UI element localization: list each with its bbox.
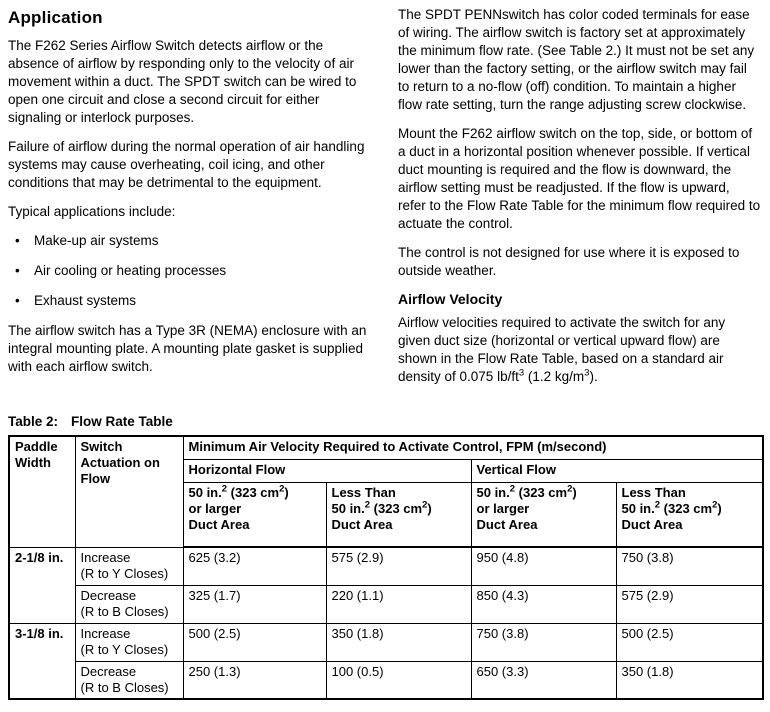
velocity-cell: 625 (3.2) (183, 547, 326, 585)
velocity-cell: 575 (2.9) (616, 585, 763, 623)
two-column-text (8, 6, 762, 397)
list-item-label: Make-up air systems (34, 233, 159, 248)
paddle-width-cell: 3-1/8 in. (9, 623, 75, 699)
table-caption (8, 414, 762, 429)
table-caption-label: Table 2: (8, 414, 59, 429)
header-vertical-flow: Vertical Flow (471, 459, 763, 482)
header-switch-actuation: Switch Actuation on Flow (75, 436, 183, 547)
paragraph-text: ). (589, 369, 598, 384)
paragraph-pennswitch: The SPDT PENNswitch has color coded terminals for ease of wiring. The airflow switch is factory set at approximately the minimum flow rate. (See Table 2.) It must not be set any lower than the factory setting, or the airflow switch may fail to return to a no-flow (off) condition. To maintain a higher flow rate setting, turn the range adjusting screw clockwise. (398, 7, 755, 112)
actuation-cell: Increase (R to Y Closes) (75, 623, 183, 661)
left-column (8, 6, 371, 397)
superscript: 2 (364, 499, 371, 511)
bullet-icon: • (15, 263, 20, 278)
paragraph-text: Airflow velocities required to activate the switch for any given duct size (horizontal or vertical upward flow) are shown in the Flow Rate Table, based on a standard air density of 0.075 lb/ft (398, 315, 726, 384)
header-minimum-air-velocity: Minimum Air Velocity Required to Activate Control, FPM (m/second) (183, 436, 763, 459)
section-heading-application: Application (8, 8, 103, 27)
superscript: 2 (712, 499, 718, 511)
table-row (9, 585, 763, 623)
velocity-cell: 350 (1.8) (326, 623, 471, 661)
velocity-cell: 650 (3.3) (471, 661, 616, 699)
list-item (8, 292, 371, 310)
section-heading-airflow-velocity: Airflow Velocity (398, 291, 503, 307)
paragraph-failure: Failure of airflow during the normal operation of air handling systems may cause overheating, coil icing, and other conditions that may be detrimental to the equipment. (8, 139, 365, 190)
table-header-row (9, 436, 763, 459)
table-caption-title: Flow Rate Table (71, 414, 173, 429)
velocity-cell: 950 (4.8) (471, 547, 616, 585)
superscript: 2 (279, 483, 285, 495)
bullet-icon: • (15, 233, 20, 248)
header-duct-area-large: 50 in.$^2$ (323 $cm^2$) or larger Duct Area (183, 482, 326, 547)
paragraph-text: (1.2 kg/m (524, 369, 585, 384)
header-duct-area-large: 50 in.$^2$ (323 $cm^2$) or larger Duct Area (471, 482, 616, 547)
velocity-cell: 750 (3.8) (471, 623, 616, 661)
list-item (8, 262, 371, 280)
actuation-cell: Decrease (R to B Closes) (75, 661, 183, 699)
velocity-cell: 250 (1.3) (183, 661, 326, 699)
superscript: 2 (509, 483, 516, 495)
velocity-cell: 575 (2.9) (326, 547, 471, 585)
list-item (8, 232, 371, 250)
table-row (9, 547, 763, 585)
header-horizontal-flow: Horizontal Flow (183, 459, 471, 482)
paddle-width-cell: 2-1/8 in. (9, 547, 75, 623)
superscript: 3 (518, 367, 525, 379)
paragraph-airflow-velocity (398, 314, 761, 386)
actuation-cell: Decrease (R to B Closes) (75, 585, 183, 623)
superscript: 2 (654, 499, 661, 511)
velocity-cell: 350 (1.8) (616, 661, 763, 699)
list-item-label: Air cooling or heating processes (34, 263, 227, 278)
paragraph-weather: The control is not designed for use where it is exposed to outside weather. (398, 245, 740, 278)
velocity-cell: 325 (1.7) (183, 585, 326, 623)
velocity-cell: 850 (4.3) (471, 585, 616, 623)
superscript: 3 (584, 367, 590, 379)
superscript: 2 (567, 483, 573, 495)
velocity-cell: 500 (2.5) (183, 623, 326, 661)
paragraph-overview: The F262 Series Airflow Switch detects airflow or the absence of airflow by responding only to the velocity of air movement within a duct. The SPDT switch can be wired to open one circuit and close a second circuit for either signaling or interlock purposes. (8, 38, 357, 125)
superscript: 2 (221, 483, 228, 495)
flow-rate-table (8, 435, 764, 700)
bullet-icon: • (15, 293, 20, 308)
velocity-cell: 100 (0.5) (326, 661, 471, 699)
velocity-cell: 220 (1.1) (326, 585, 471, 623)
superscript: 2 (422, 499, 428, 511)
right-column (398, 6, 761, 397)
table-row (9, 623, 763, 661)
applications-list (8, 232, 371, 310)
velocity-cell: 500 (2.5) (616, 623, 763, 661)
velocity-cell: 750 (3.8) (616, 547, 763, 585)
header-duct-area-small: Less Than 50 in.$^2$ (323 $cm^2$) Duct Area (326, 482, 471, 547)
paragraph-typical-applications: Typical applications include: (8, 204, 176, 219)
header-duct-area-small: Less Than 50 in.$^2$ (323 $cm^2$) Duct Area (616, 482, 763, 547)
paragraph-enclosure: The airflow switch has a Type 3R (NEMA) enclosure with an integral mounting plate. A mounting plate gasket is supplied with each airflow switch. (8, 323, 367, 374)
paragraph-mounting: Mount the F262 airflow switch on the top, side, or bottom of a duct in a horizontal position whenever possible. If vertical duct mounting is required and the flow is downward, the airflow setting must be readjusted. If the flow is upward, refer to the Flow Rate Table for the minimum flow required to actuate the control. (398, 126, 761, 231)
list-item-label: Exhaust systems (34, 293, 137, 308)
header-paddle-width: Paddle Width (9, 436, 75, 547)
actuation-cell: Increase (R to Y Closes) (75, 547, 183, 585)
table-row (9, 661, 763, 699)
